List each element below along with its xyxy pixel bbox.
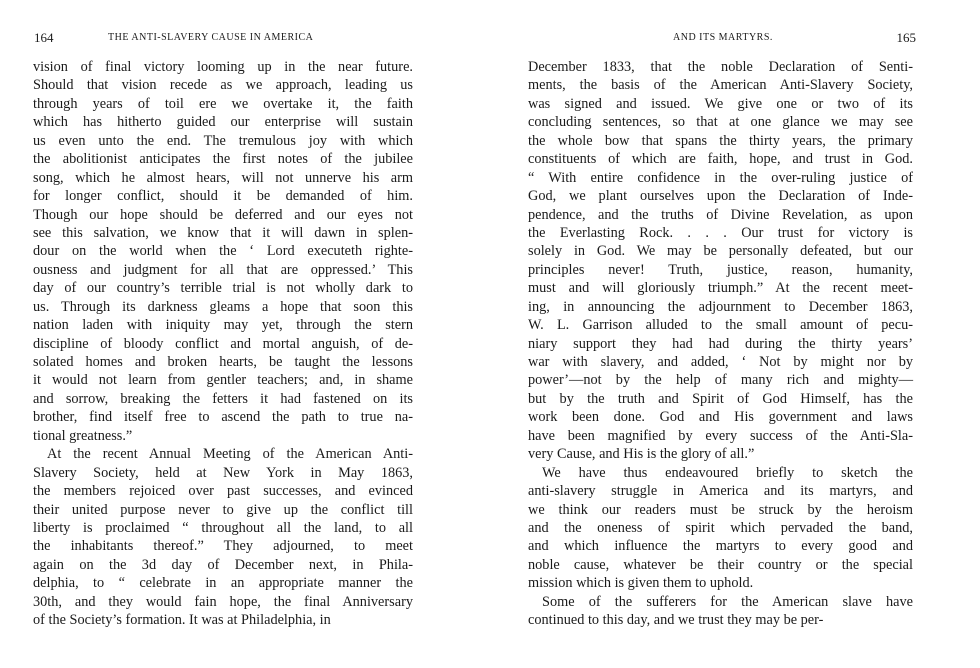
- text-line: work been done. God and His government and laws: [528, 409, 913, 426]
- text-line: Slavery Society, held at New York in May 1863,: [33, 464, 413, 481]
- text-line: vision of final victory looming up in the near future.: [33, 59, 413, 75]
- text-line: continued to this day, and we trust they may be per-: [528, 612, 824, 629]
- text-line: day of our country’s terrible trial is not wholly dark to: [33, 280, 413, 297]
- body-text-right: [528, 58, 913, 630]
- text-line: and sorrow, breaking the fetters it had fastened on its: [33, 390, 413, 407]
- text-line: principles never! Truth, justice, reason, humanity,: [528, 261, 913, 278]
- text-line: of the Society’s formation. It was at Philadelphia, in: [33, 612, 331, 629]
- paragraph: [33, 58, 413, 445]
- text-line: ments, the basis of the American Anti-Slavery Society,: [528, 77, 913, 94]
- text-line: which has hitherto guided our enterprise will sustain: [33, 114, 413, 131]
- running-head-left: [34, 32, 450, 46]
- text-line: and the oneness of spirit which pervaded the band,: [528, 519, 913, 536]
- text-line: At the recent Annual Meeting of the American Anti-: [47, 446, 413, 463]
- text-line: concluding sentences, so that at one glance we may see: [528, 114, 913, 131]
- running-head-title-left: THE ANTI-SLAVERY CAUSE IN AMERICA: [108, 32, 314, 43]
- text-line: again on the 3d day of December next, in Phila-: [33, 556, 413, 573]
- paragraph: [528, 58, 913, 464]
- text-line: God, we plant ourselves upon the Declaration of Inde-: [528, 188, 913, 205]
- text-line: for longer conflict, should it be demanded of him.: [33, 188, 413, 205]
- text-line: noble cause, whatever be their country or the special: [528, 556, 913, 573]
- paragraph: [528, 593, 913, 630]
- text-line: solely in God. We may be personally defeated, but our: [528, 243, 913, 260]
- text-line: ing, in announcing the adjournment to December 1863,: [528, 298, 913, 315]
- text-line: nation laden with iniquity may yet, through the stern: [33, 317, 413, 334]
- text-line: but by the truth and Spirit of God Himself, has the: [528, 390, 913, 407]
- text-line: liberty is proclaimed “ throughout all the land, to all: [33, 519, 413, 536]
- text-line: very Cause, and His is the glory of all.”: [528, 446, 755, 463]
- text-line: the inhabitants thereof.” They adjourned, to meet: [33, 538, 413, 555]
- paragraph: [528, 464, 913, 593]
- text-line: the members rejoiced over past successes, and evinced: [33, 483, 413, 500]
- text-line: us. Through its darkness gleams a hope that soon this: [33, 298, 413, 315]
- text-line: war with slavery, and added, ‘ Not by might nor by: [528, 354, 913, 370]
- text-line: December 1833, that the noble Declaration of Senti-: [528, 59, 913, 75]
- running-head-right: [530, 32, 916, 46]
- text-line: through years of toil ere we overtake it, the faith: [33, 95, 413, 112]
- text-line: it would not learn from gentler teachers; and, in shame: [33, 372, 413, 389]
- text-line: Though our hope should be deferred and our eyes not: [33, 206, 413, 223]
- text-line: W. L. Garrison alluded to the small amount of pecu-: [528, 317, 913, 334]
- text-line: the abolitionist anticipates the first notes of the jubilee: [33, 151, 413, 168]
- text-line: discipline of bloody conflict and mortal anguish, of de-: [33, 335, 413, 352]
- left-page: [0, 0, 470, 668]
- text-line: see this salvation, we know that it will dawn in splen-: [33, 224, 413, 241]
- text-line: and which influence the martyrs to every good and: [528, 538, 913, 555]
- text-line: tional greatness.”: [33, 427, 133, 444]
- text-line: solated homes and broken hearts, be taught the lessons: [33, 354, 413, 370]
- page-number-left: 164: [34, 30, 54, 45]
- text-line: song, which he almost hears, will not unnerve his arm: [33, 169, 413, 186]
- text-line: power’—not by the help of many rich and mighty—: [528, 372, 913, 389]
- body-text-left: [33, 58, 413, 630]
- text-line: their united purpose never to give up the conflict till: [33, 501, 413, 518]
- text-line: brother, find itself free to ascend the path to true na-: [33, 409, 413, 426]
- paragraph: [33, 445, 413, 629]
- text-line: ousness and judgment for all that are oppressed.’ This: [33, 261, 413, 278]
- text-line: mission which is given them to uphold.: [528, 575, 754, 592]
- text-line: constituents of which are faith, hope, and trust in God.: [528, 151, 913, 168]
- text-line: the whole bow that spans the thirty years, the primary: [528, 132, 913, 149]
- text-line: Some of the sufferers for the American slave have: [542, 593, 913, 610]
- running-head-title-right: AND ITS MARTYRS.: [673, 32, 773, 43]
- text-line: “ With entire confidence in the over-ruling justice of: [528, 169, 913, 186]
- text-line: was signed and issued. We give one or two of its: [528, 95, 913, 112]
- text-line: We have thus endeavoured briefly to sketch the: [542, 464, 913, 481]
- text-line: must and will gloriously triumph.” At the recent meet-: [528, 280, 913, 297]
- page-number-right: 165: [896, 30, 916, 45]
- text-line: we think our readers must be struck by the heroism: [528, 501, 913, 518]
- text-line: Should that vision recede as we approach, leading us: [33, 77, 413, 94]
- text-line: anti-slavery struggle in America and its martyrs, and: [528, 483, 913, 500]
- text-line: us even unto the end. The tremulous joy with which: [33, 132, 413, 149]
- text-line: dour on the world when the ‘ Lord executeth righte-: [33, 243, 413, 260]
- right-page: [510, 0, 980, 668]
- text-line: niary support they had had during the thirty years’: [528, 335, 913, 352]
- text-line: 30th, and they would fain hope, the final Anniversary: [33, 593, 413, 610]
- text-line: the Everlasting Rock. . . . Our trust for victory is: [528, 224, 913, 241]
- text-line: have been magnified by every success of the Anti-Sla-: [528, 427, 913, 444]
- text-line: delphia, to “ celebrate in an appropriate manner the: [33, 575, 413, 592]
- text-line: pendence, and the truths of Divine Revelation, as upon: [528, 206, 913, 223]
